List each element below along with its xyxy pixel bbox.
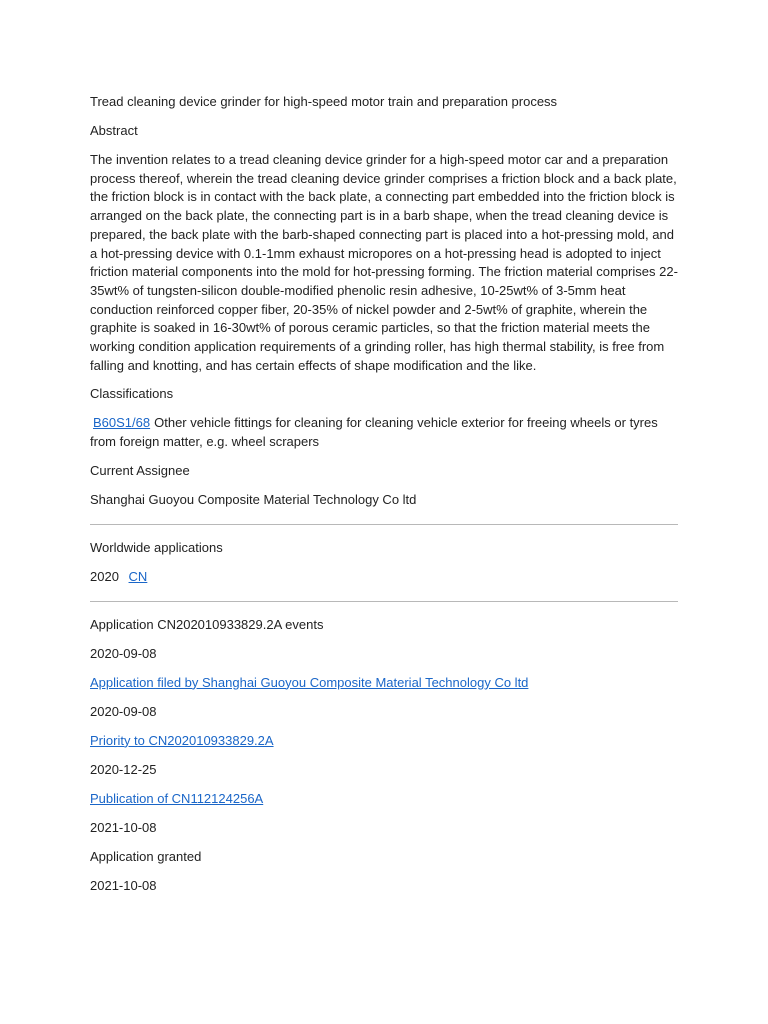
classifications-heading: Classifications [90, 386, 174, 402]
event-link-application-filed[interactable]: Application filed by Shanghai Guoyou Composite Material Technology Co ltd [90, 674, 529, 690]
classification-description: Other vehicle fittings for cleaning for cleaning vehicle exterior for freeing wheels or tyres from foreign matter, e.g. wheel scrapers [90, 415, 658, 450]
abstract-text: The invention relates to a tread cleaning device grinder for a high-speed motor car and a preparation process thereof, wherein the tread cleaning device grinder comprises a friction block and a back plate, the friction block is in contact with the back plate, a connecting part embedded into the friction block is arranged on the back plate, the connecting part is in a barb shape, when the tread cleaning device is prepared, the back plate with the barb-shaped connecting part is placed into a hot-pressing mold, and a hot-pressing device with 0.1-1mm exhaust micropores on a hot-pressing head is adopted to inject friction material components into the mold for hot-pressing forming. The friction material comprises 22-35wt% of tungsten-silicon double-modified phenolic resin adhesive, 10-25wt% of 3-5mm heat conduction reinforced copper fiber, 20-35% of nickel powder and 2-5wt% of graphite, wherein the graphite is soaked in 16-30wt% of porous ceramic particles, so that the friction material meets the working condition application requirements of a grinding roller, has high thermal stability, is free from falling and knotting, and has certain effects of shape modification and the like. [90, 152, 678, 373]
section-divider [90, 524, 678, 525]
event-date: 2021-10-08 [90, 877, 157, 893]
classification-code-link[interactable]: B60S1/68 [93, 415, 151, 431]
worldwide-year: 2020 [90, 568, 119, 584]
classification-entry [90, 414, 678, 451]
event-date: 2020-12-25 [90, 761, 157, 777]
assignee-heading: Current Assignee [90, 463, 190, 479]
section-divider [90, 601, 678, 602]
abstract-heading: Abstract [90, 123, 138, 138]
event-date: 2021-10-08 [90, 819, 157, 835]
document-title: Tread cleaning device grinder for high-speed motor train and preparation process [90, 94, 558, 109]
event-label-application-granted: Application granted [90, 848, 202, 864]
worldwide-heading: Worldwide applications [90, 539, 223, 555]
assignee-name: Shanghai Guoyou Composite Material Technology Co ltd [90, 492, 417, 508]
events-heading: Application CN202010933829.2A events [90, 616, 324, 632]
event-date: 2020-09-08 [90, 703, 157, 719]
event-date: 2020-09-08 [90, 645, 157, 661]
country-link-cn[interactable]: CN [128, 568, 148, 584]
event-link-publication[interactable]: Publication of CN112124256A [90, 790, 264, 806]
event-link-priority[interactable]: Priority to CN202010933829.2A [90, 732, 274, 748]
worldwide-entry [90, 568, 678, 587]
